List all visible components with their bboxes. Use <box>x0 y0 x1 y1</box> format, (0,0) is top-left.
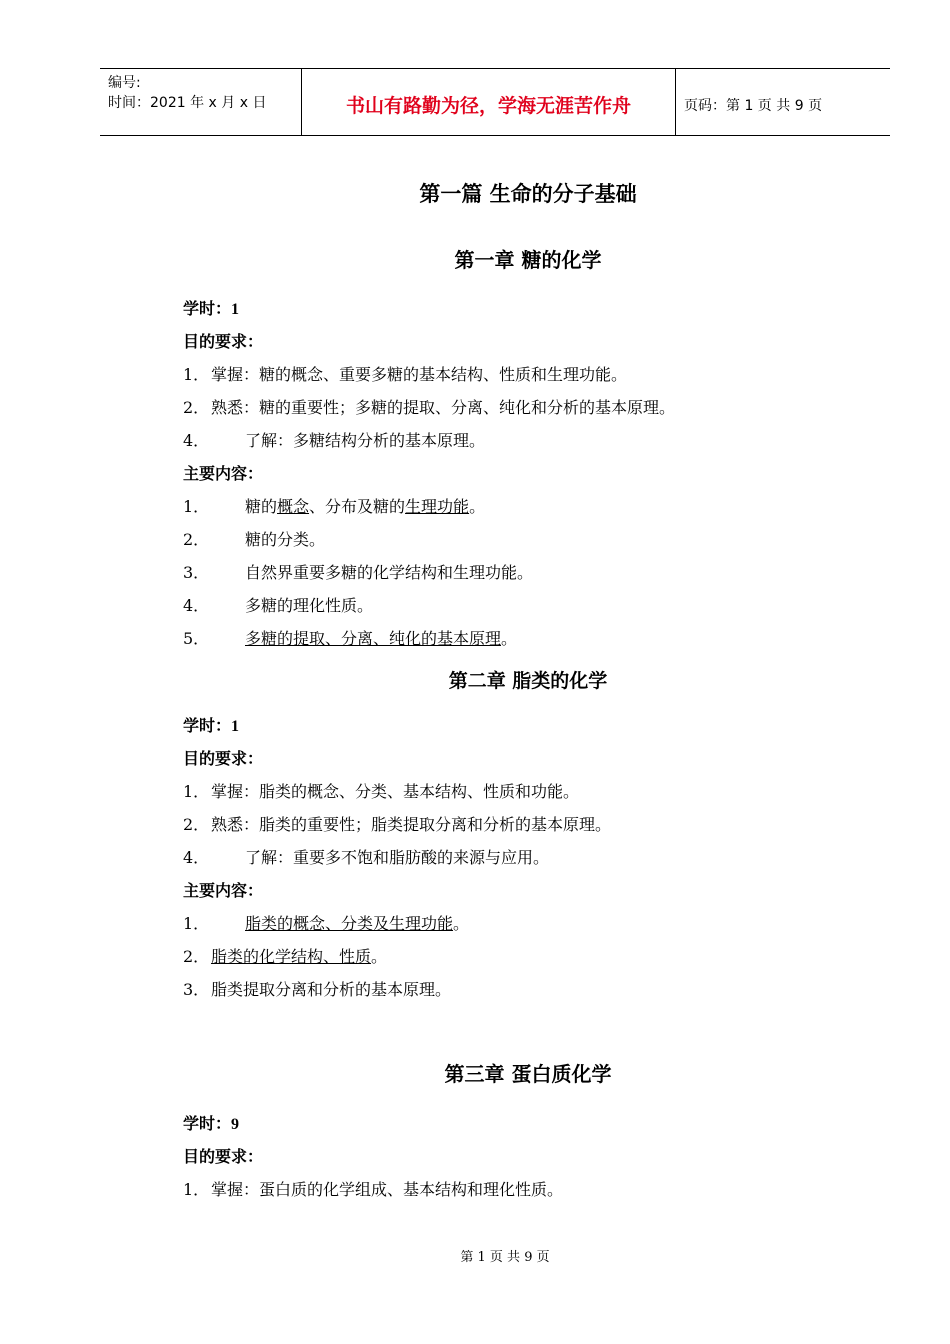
goal-item: 2． 熟悉：糖的重要性；多糖的提取、分离、纯化和分析的基本原理。 <box>183 398 676 417</box>
goal-item: 1． 掌握：糖的概念、重要多糖的基本结构、性质和生理功能。 <box>183 365 628 384</box>
hours-label: 学时：1 <box>183 716 240 735</box>
goal-item: 2． 熟悉：脂类的重要性；脂类提取分离和分析的基本原理。 <box>183 815 612 834</box>
goals-label: 目的要求： <box>183 1147 264 1166</box>
content-item: 2． 脂类的化学结构、性质。 <box>183 947 388 966</box>
header-page-code: 页码：第 1 页 共 9 页 <box>684 98 823 114</box>
content-item: 2． 糖的分类。 <box>183 530 326 549</box>
chapter-title: 第二章 脂类的化学 <box>448 670 608 692</box>
goal-item: 1． 掌握：脂类的概念、分类、基本结构、性质和功能。 <box>183 782 580 801</box>
part-title: 第一篇 生命的分子基础 <box>419 181 637 206</box>
header-divider <box>675 69 676 135</box>
content-item: 1． 脂类的概念、分类及生理功能。 <box>183 914 470 933</box>
content-label: 主要内容： <box>183 464 264 483</box>
content-label: 主要内容： <box>183 881 264 900</box>
goal-item: 1． 掌握：蛋白质的化学组成、基本结构和理化性质。 <box>183 1180 564 1199</box>
content-item: 3． 自然界重要多糖的化学结构和生理功能。 <box>183 563 534 582</box>
hours-label: 学时：9 <box>183 1114 240 1133</box>
page-footer: 第 1 页 共 9 页 <box>460 1250 550 1265</box>
header-motto: 书山有路勤为径，学海无涯苦作舟 <box>345 95 631 117</box>
goals-label: 目的要求： <box>183 332 264 351</box>
content-item: 1． 糖的概念、分布及糖的生理功能。 <box>183 497 486 516</box>
time-label: 时间：2021 年 x 月 x 日 <box>108 95 267 111</box>
goal-item: 4． 了解：重要多不饱和脂肪酸的来源与应用。 <box>183 848 550 867</box>
goal-item: 4． 了解：多糖结构分析的基本原理。 <box>183 431 486 450</box>
content-item: 4． 多糖的理化性质。 <box>183 596 374 615</box>
serial-label: 编号: <box>108 75 141 91</box>
page-header <box>100 68 890 136</box>
content-item: 3． 脂类提取分离和分析的基本原理。 <box>183 980 452 999</box>
hours-label: 学时：1 <box>183 299 240 318</box>
document-body <box>183 170 863 1206</box>
header-meta <box>108 73 298 113</box>
content-item: 5． 多糖的提取、分离、纯化的基本原理。 <box>183 629 518 648</box>
chapter-title: 第一章 糖的化学 <box>454 248 602 272</box>
chapter-title: 第三章 蛋白质化学 <box>444 1062 612 1086</box>
goals-label: 目的要求： <box>183 749 264 768</box>
